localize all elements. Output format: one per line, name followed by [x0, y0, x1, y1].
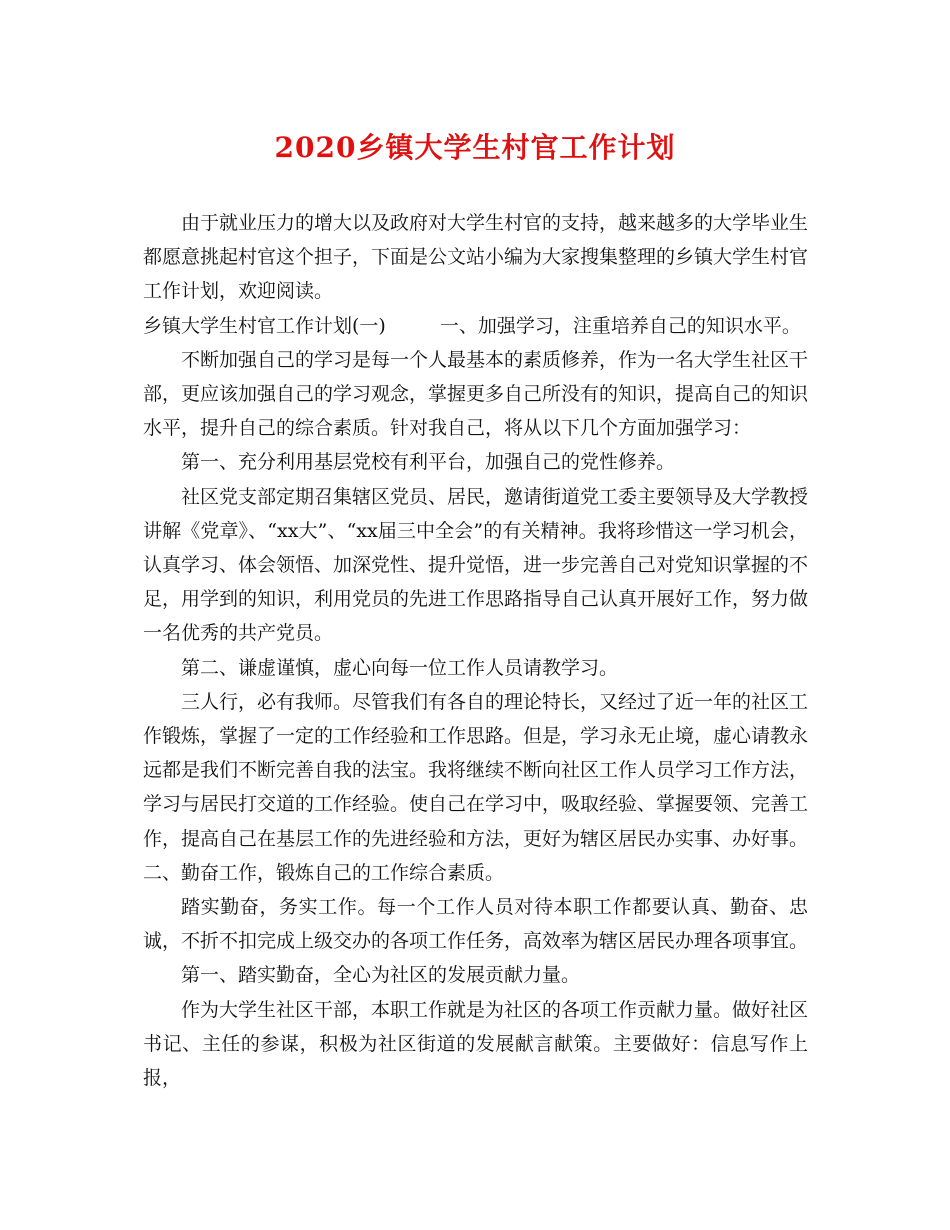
paragraph: 三人行，必有我师。尽管我们有各自的理论特长，又经过了近一年的社区工作锻炼，掌握了一定的工作经验和工作思路。但是，学习永无止境，虚心请教永远都是我们不断完善自我的法宝。我将继续不断向社区工作人员学习工作方法，学习与居民打交道的工作经验。使自己在学习中，吸取经验、掌握要领、完善工作，提高自己在基层工作的先进经验和方法，更好为辖区居民办实事、办好事。	[143, 690, 809, 850]
paragraph: 第二、谦虚谨慎，虚心向每一位工作人员请教学习。	[181, 656, 619, 679]
document-body	[143, 206, 808, 1095]
document-title: 2020乡镇大学生村官工作计划	[274, 131, 676, 164]
paragraph	[143, 309, 808, 343]
paragraph: 第一、充分利用基层党校有利平台，加强自己的党性修养。	[181, 451, 676, 474]
section-heading: 一、加强学习，注重培养自己的知识水平。	[439, 314, 801, 337]
paragraph: 第一、踏实勤奋，全心为社区的发展贡献力量。	[181, 964, 581, 987]
section-lead: 乡镇大学生村官工作计划(一)	[143, 314, 386, 337]
paragraph: 作为大学生社区干部，本职工作就是为社区的各项工作贡献力量。做好社区书记、主任的参谋，积极为社区街道的发展献言献策。主要做好：信息写作上报，	[143, 998, 809, 1090]
paragraph: 社区党支部定期召集辖区党员、居民，邀请街道党工委主要领导及大学教授讲解《党章》、“xx大”、“xx届三中全会”的有关精神。我将珍惜这一学习机会，认真学习、体会领悟、加深党性、提升觉悟，进一步完善自己对党知识掌握的不足，用学到的知识，利用党员的先进工作思路指导自己认真开展好工作，努力做一名优秀的共产党员。	[143, 485, 809, 645]
paragraph: 二、勤奋工作，锻炼自己的工作综合素质。	[143, 861, 505, 884]
paragraph: 不断加强自己的学习是每一个人最基本的素质修养，作为一名大学生社区干部，更应该加强自己的学习观念，掌握更多自己所没有的知识，提高自己的知识水平，提升自己的综合素质。针对我自己，将从以下几个方面加强学习：	[143, 348, 809, 440]
paragraph: 由于就业压力的增大以及政府对大学生村官的支持，越来越多的大学毕业生都愿意挑起村官这个担子，下面是公文站小编为大家搜集整理的乡镇大学生村官工作计划，欢迎阅读。	[143, 212, 809, 303]
paragraph: 踏实勤奋，务实工作。每一个工作人员对待本职工作都要认真、勤奋、忠诚，不折不扣完成上级交办的各项工作任务，高效率为辖区居民办理各项事宜。	[143, 896, 809, 953]
